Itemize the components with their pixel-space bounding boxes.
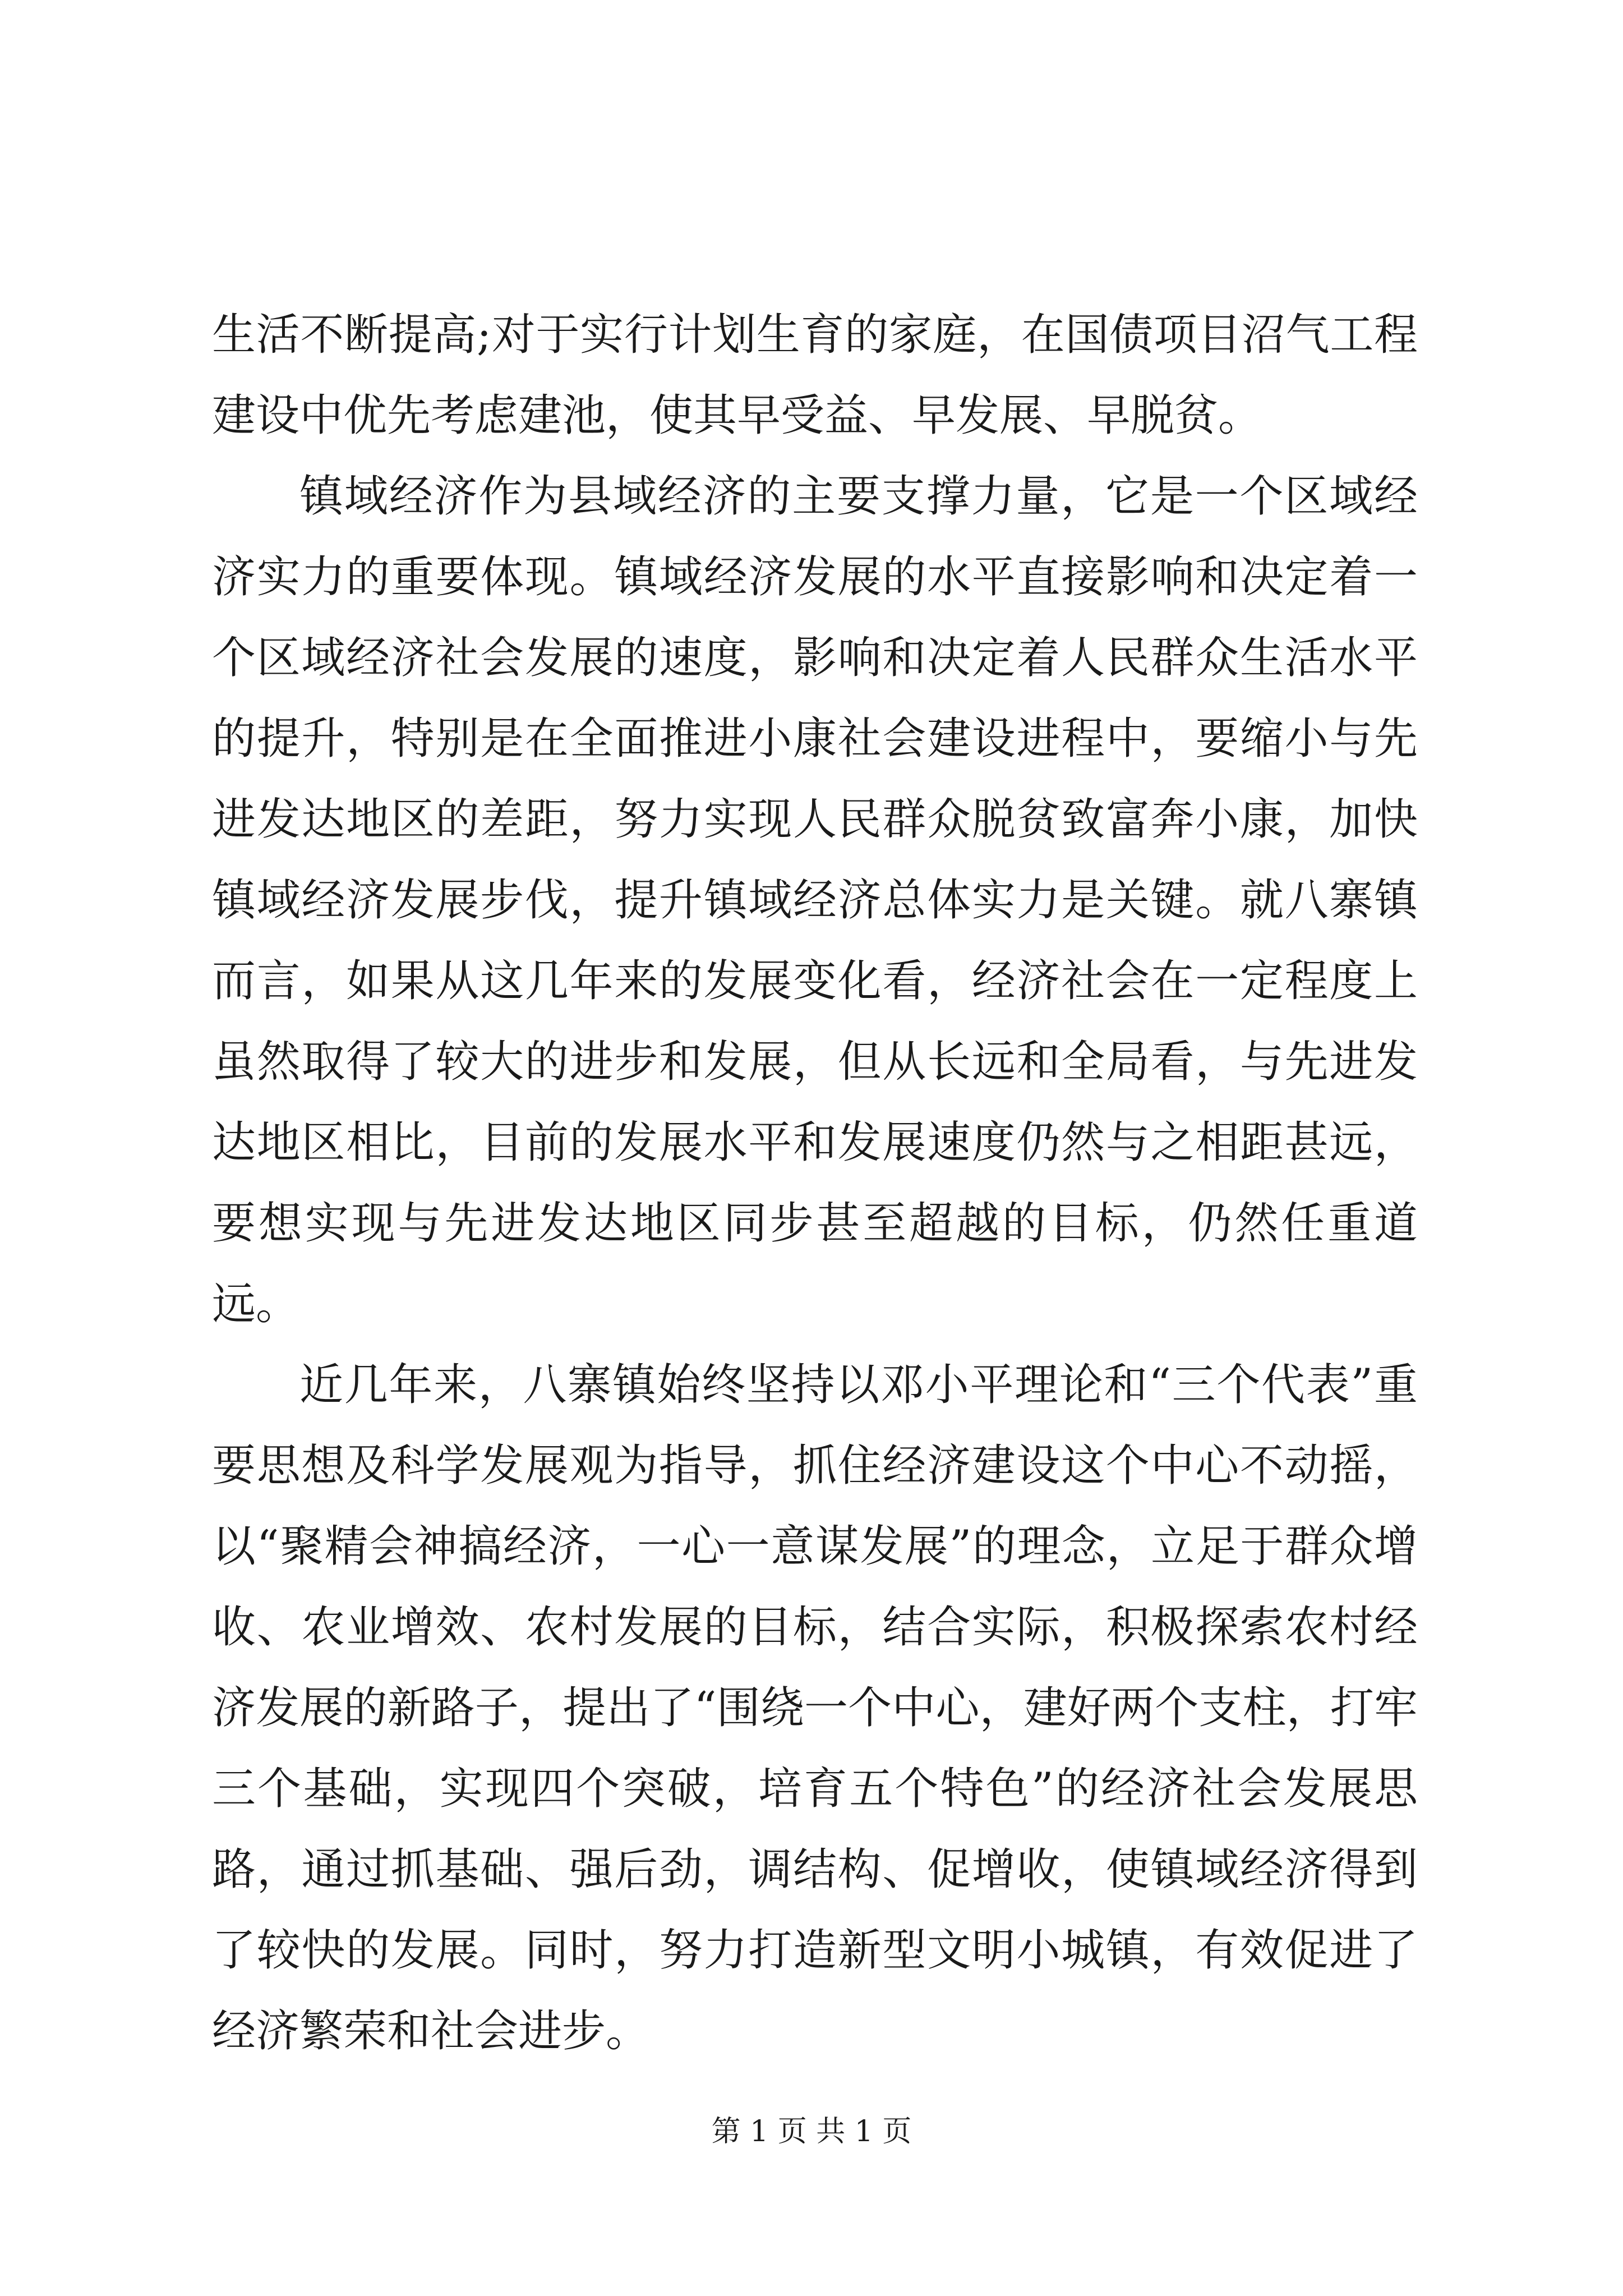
document-body <box>212 295 1418 2072</box>
paragraph-2: 镇域经济作为县域经济的主要支撑力量，它是一个区域经济实力的重要体现。镇域经济发展的水平直接影响和决定着一个区域经济社会发展的速度，影响和决定着人民群众生活水平的提升，特别是在全面推进小康社会建设进程中，要缩小与先进发达地区的差距，努力实现人民群众脱贫致富奔小康，加快镇域经济发展步伐，提升镇域经济总体实力是关键。就八寨镇而言，如果从这几年来的发展变化看，经济社会在一定程度上虽然取得了较大的进步和发展，但从长远和全局看，与先进发达地区相比，目前的发展水平和发展速度仍然与之相距甚远，要想实现与先进发达地区同步甚至超越的目标，仍然任重道远。 <box>212 471 1418 1329</box>
paragraph-3: 近几年来，八寨镇始终坚持以邓小平理论和“三个代表”重要思想及科学发展观为指导，抓住经济建设这个中心不动摇，以“聚精会神搞经济，一心一意谋发展”的理念，立足于群众增收、农业增效、农村发展的目标，结合实际，积极探索农村经济发展的新路子，提出了“围绕一个中心，建好两个支柱，打牢三个基础，实现四个突破，培育五个特色”的经济社会发展思路，通过抓基础、强后劲，调结构、促增收，使镇域经济得到了较快的发展。同时，努力打造新型文明小城镇，有效促进了经济繁荣和社会进步。 <box>212 1360 1418 2056</box>
page-number-footer: 第 1 页 共 1 页 <box>711 2115 912 2148</box>
paragraph-1: 生活不断提高;对于实行计划生育的家庭，在国债项目沼气工程建设中优先考虑建池，使其早受益、早发展、早脱贫。 <box>212 310 1418 441</box>
